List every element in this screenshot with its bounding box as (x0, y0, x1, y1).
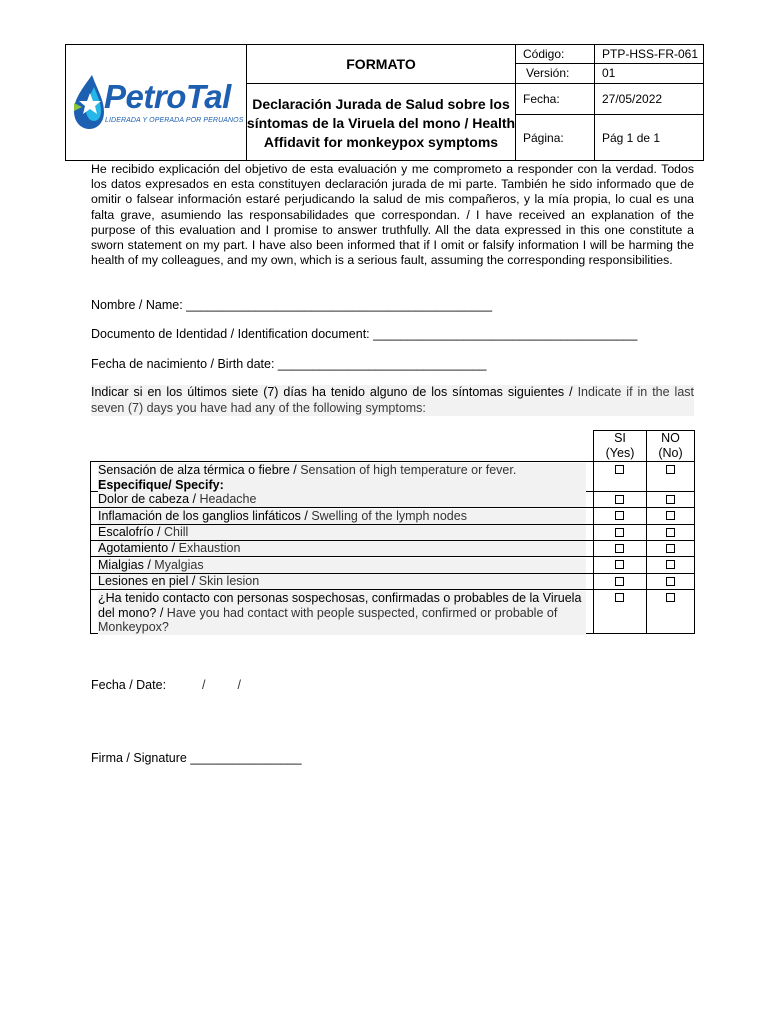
symptom-row-exhaustion: Agotamiento / Exhaustion (98, 541, 586, 556)
codigo-value: PTP-HSS-FR-061 (602, 47, 699, 61)
birth-date-field[interactable]: Fecha de nacimiento / Birth date: ______________________________ (91, 357, 487, 371)
fecha-value: 27/05/2022 (602, 92, 663, 106)
pagina-label: Página: (523, 131, 564, 145)
pagina-value: Pág 1 de 1 (602, 131, 661, 145)
symptom-row-chill: Escalofrío / Chill (98, 525, 586, 540)
no-column-header: NO (No) (658, 431, 683, 460)
yes-column-header: SI (Yes) (605, 431, 635, 460)
contact-no-checkbox[interactable] (666, 593, 675, 602)
name-field[interactable]: Nombre / Name: ____________________________________________ (91, 298, 493, 312)
date-separator-2: / (237, 678, 242, 692)
format-label: FORMATO (346, 56, 416, 72)
affidavit-statement: He recibido explicación del objetivo de esta evaluación y me comprometo a responder con la verdad. Todos los datos expresados en esta constituyen declaración jurada de mi parte. También he sido informado que de omitir o falsear información estaré perjudicando la salud de mis compañeros, y la mía propia, lo cual es una falta grave, asumiendo las responsabilidades que correspondan. / I have received an explanation of the purpose of this evaluation and I promise to answer truthfully. All the data expressed in this one constitute a sworn statement on my part. I have also been informed that if I omit or falsify information I will be harming the health of my colleagues, and my own, which is a serious fault, assuming the corresponding responsibilities. (91, 162, 694, 268)
symptom-row-myalgia: Mialgias / Myalgias (98, 558, 586, 573)
brand-tagline: LIDERADA Y OPERADA POR PERUANOS (105, 117, 244, 124)
symptoms-instruction (91, 385, 694, 416)
fever-yes-checkbox[interactable] (615, 465, 624, 474)
instruction-es: Indicar si en los últimos siete (7) días ha tenido alguno de los síntomas siguientes / (91, 385, 578, 399)
fecha-label: Fecha: (523, 92, 560, 106)
id-document-field[interactable]: Documento de Identidad / Identification document: ______________________________________ (91, 327, 638, 341)
instruction-en: Indicate if in the last seven (7) days you have had any of the following symptoms: (91, 385, 694, 415)
myalgia-no-checkbox[interactable] (666, 560, 675, 569)
lymph-yes-checkbox[interactable] (615, 511, 624, 520)
symptom-row-contact: ¿Ha tenido contacto con personas sospechosas, confirmadas o probables de la Viruela del mono? / Have you had contact with people suspected, confirmed or probable of Monkeypox? (98, 591, 586, 635)
exhaustion-no-checkbox[interactable] (666, 544, 675, 553)
flame-drop-icon (72, 73, 106, 131)
document-title: Declaración Jurada de Salud sobre los síntomas de la Viruela del mono / Health Affidavit for monkeypox symptoms (246, 95, 516, 150)
symptom-row-fever: Sensación de alza térmica o fiebre / Sensation of high temperature or fever. Especifique/ Specify: (98, 463, 586, 492)
headache-no-checkbox[interactable] (666, 495, 675, 504)
version-label: Versión: (526, 66, 570, 80)
lymph-no-checkbox[interactable] (666, 511, 675, 520)
exhaustion-yes-checkbox[interactable] (615, 544, 624, 553)
date-separator-1: / (202, 678, 206, 692)
date-label: Fecha / Date: (91, 678, 167, 692)
petrotal-logo (72, 73, 242, 133)
version-value: 01 (602, 66, 616, 80)
date-field[interactable] (91, 678, 241, 692)
symptom-row-lymph: Inflamación de los ganglios linfáticos / Swelling of the lymph nodes (98, 509, 586, 524)
skin-no-checkbox[interactable] (666, 577, 675, 586)
chill-yes-checkbox[interactable] (615, 528, 624, 537)
headache-yes-checkbox[interactable] (615, 495, 624, 504)
myalgia-yes-checkbox[interactable] (615, 560, 624, 569)
symptom-row-headache: Dolor de cabeza / Headache (98, 492, 586, 507)
fever-no-checkbox[interactable] (666, 465, 675, 474)
header-table (65, 44, 704, 161)
contact-yes-checkbox[interactable] (615, 593, 624, 602)
codigo-label: Código: (523, 47, 565, 61)
specify-label: Especifique/ Specify: (98, 477, 224, 492)
chill-no-checkbox[interactable] (666, 528, 675, 537)
signature-field[interactable]: Firma / Signature ________________ (91, 751, 302, 765)
skin-yes-checkbox[interactable] (615, 577, 624, 586)
symptom-row-skin: Lesiones en piel / Skin lesion (98, 574, 586, 589)
brand-wordmark: PetroTal (104, 78, 231, 115)
